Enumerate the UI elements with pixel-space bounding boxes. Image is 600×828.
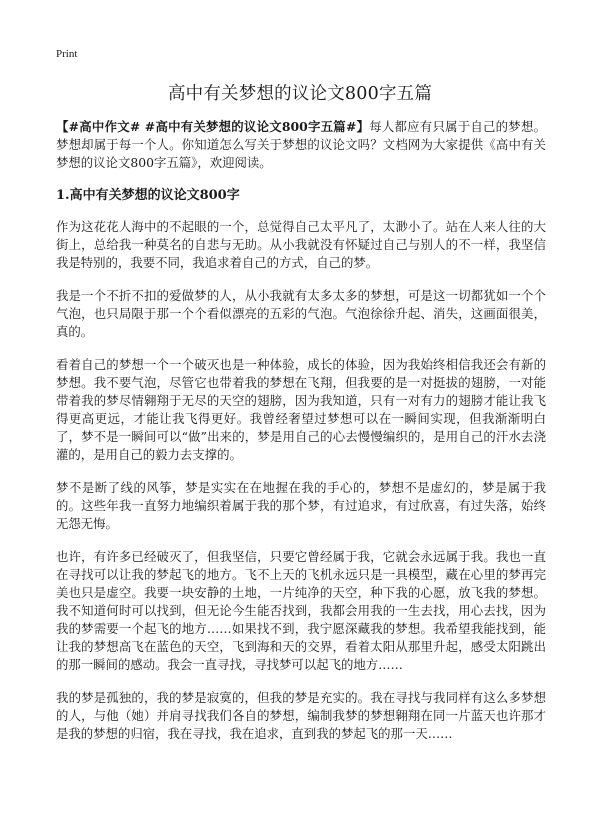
page-title: 高中有关梦想的议论文800字五篇 — [167, 84, 433, 104]
intro-tags: 【#高中作文# #高中有关梦想的议论文800字五篇#】 — [56, 119, 370, 134]
body-paragraph-1: 作为这花花人海中的不起眼的一个，总觉得自己太平凡了，太渺小了。站在人来人往的大街上，总给我一种莫名的自悲与无助。从小我就没有怀疑过自己与别人的不一样，我坚信我是特别的，我要不同，我追求着自己的方式，自己的梦。 — [56, 219, 546, 270]
body-paragraph-6: 我的梦是孤独的，我的梦是寂寞的，但我的梦是充实的。我在寻找与我同样有这么多梦想的人，与他（她）并肩寻找我们各自的梦想，编制我梦的梦想翱翔在同一片蓝天也许那才是我的梦想的归宿，我在寻找，我在追求，直到我的梦起飞的那一天…… — [56, 690, 546, 741]
intro-paragraph — [56, 118, 546, 172]
article-body — [56, 118, 546, 758]
body-paragraph-4: 梦不是断了线的风筝，梦是实实在在地握在我的手心的，梦想不是虚幻的，梦是属于我的。这些年我一直努力地编织着属于我的那个梦，有过追求，有过欣喜，有过失落，始终无怨无悔。 — [56, 480, 546, 531]
body-paragraph-3: 看着自己的梦想一个一个破灭也是一种体验，成长的体验，因为我始终相信我还会有新的梦想。我不要气泡，尽管它也带着我的梦想在飞翔，但我要的是一对挺拔的翅膀，一对能带着我的梦尽情翱翔于无尽的天空的翅膀，因为我知道，只有一对有力的翅膀才能让我飞得更高更远，才能让我飞得更好。我曾经奢望过梦想可以在一瞬间实现，但我渐渐明白了，梦不是一瞬间可以“做”出来的，梦是用自己的心去慢慢编织的，是用自己的汗水去浇灌的，是用自己的毅力去支撑的。 — [56, 357, 546, 462]
print-link[interactable]: Print — [56, 48, 78, 60]
section-heading: 1.高中有关梦想的议论文800字 — [56, 188, 240, 203]
body-paragraph-5: 也许，有许多已经破灭了，但我坚信，只要它曾经属于我，它就会永远属于我。我也一直在寻找可以让我的梦起飞的地方。飞不上天的飞机永远只是一具模型，藏在心里的梦再完美也只是虚空。我要一块安静的土地，一片纯净的天空，种下我的心愿，放飞我的梦想。我不知道何时可以找到，但无论今生能否找到，我都会用我的一生去找，用心去找，因为我的梦需要一个起飞的地方……如果找不到，我宁愿深藏我的梦想。我希望我能找到，能让我的梦想高飞在蓝色的天空，飞到海和天的交界，看着太阳从那里升起，感受太阳跳出的那一瞬间的感动。我会一直寻找，寻找梦可以起飞的地方…… — [56, 549, 546, 672]
intro-text: 每人都应有只属于自己的梦想。梦想却属于每一个人。你知道怎么写关于梦想的议论文吗？文档网为大家提供《高中有关梦想的议论文800字五篇》，欢迎阅读。 — [56, 119, 546, 170]
body-paragraph-2: 我是一个不折不扣的爱做梦的人，从小我就有太多太多的梦想，可是这一切都犹如一个个气泡，也只局限于那一个个看似漂亮的五彩的气泡。气泡徐徐升起、消失，这画面很美，真的。 — [56, 288, 546, 339]
